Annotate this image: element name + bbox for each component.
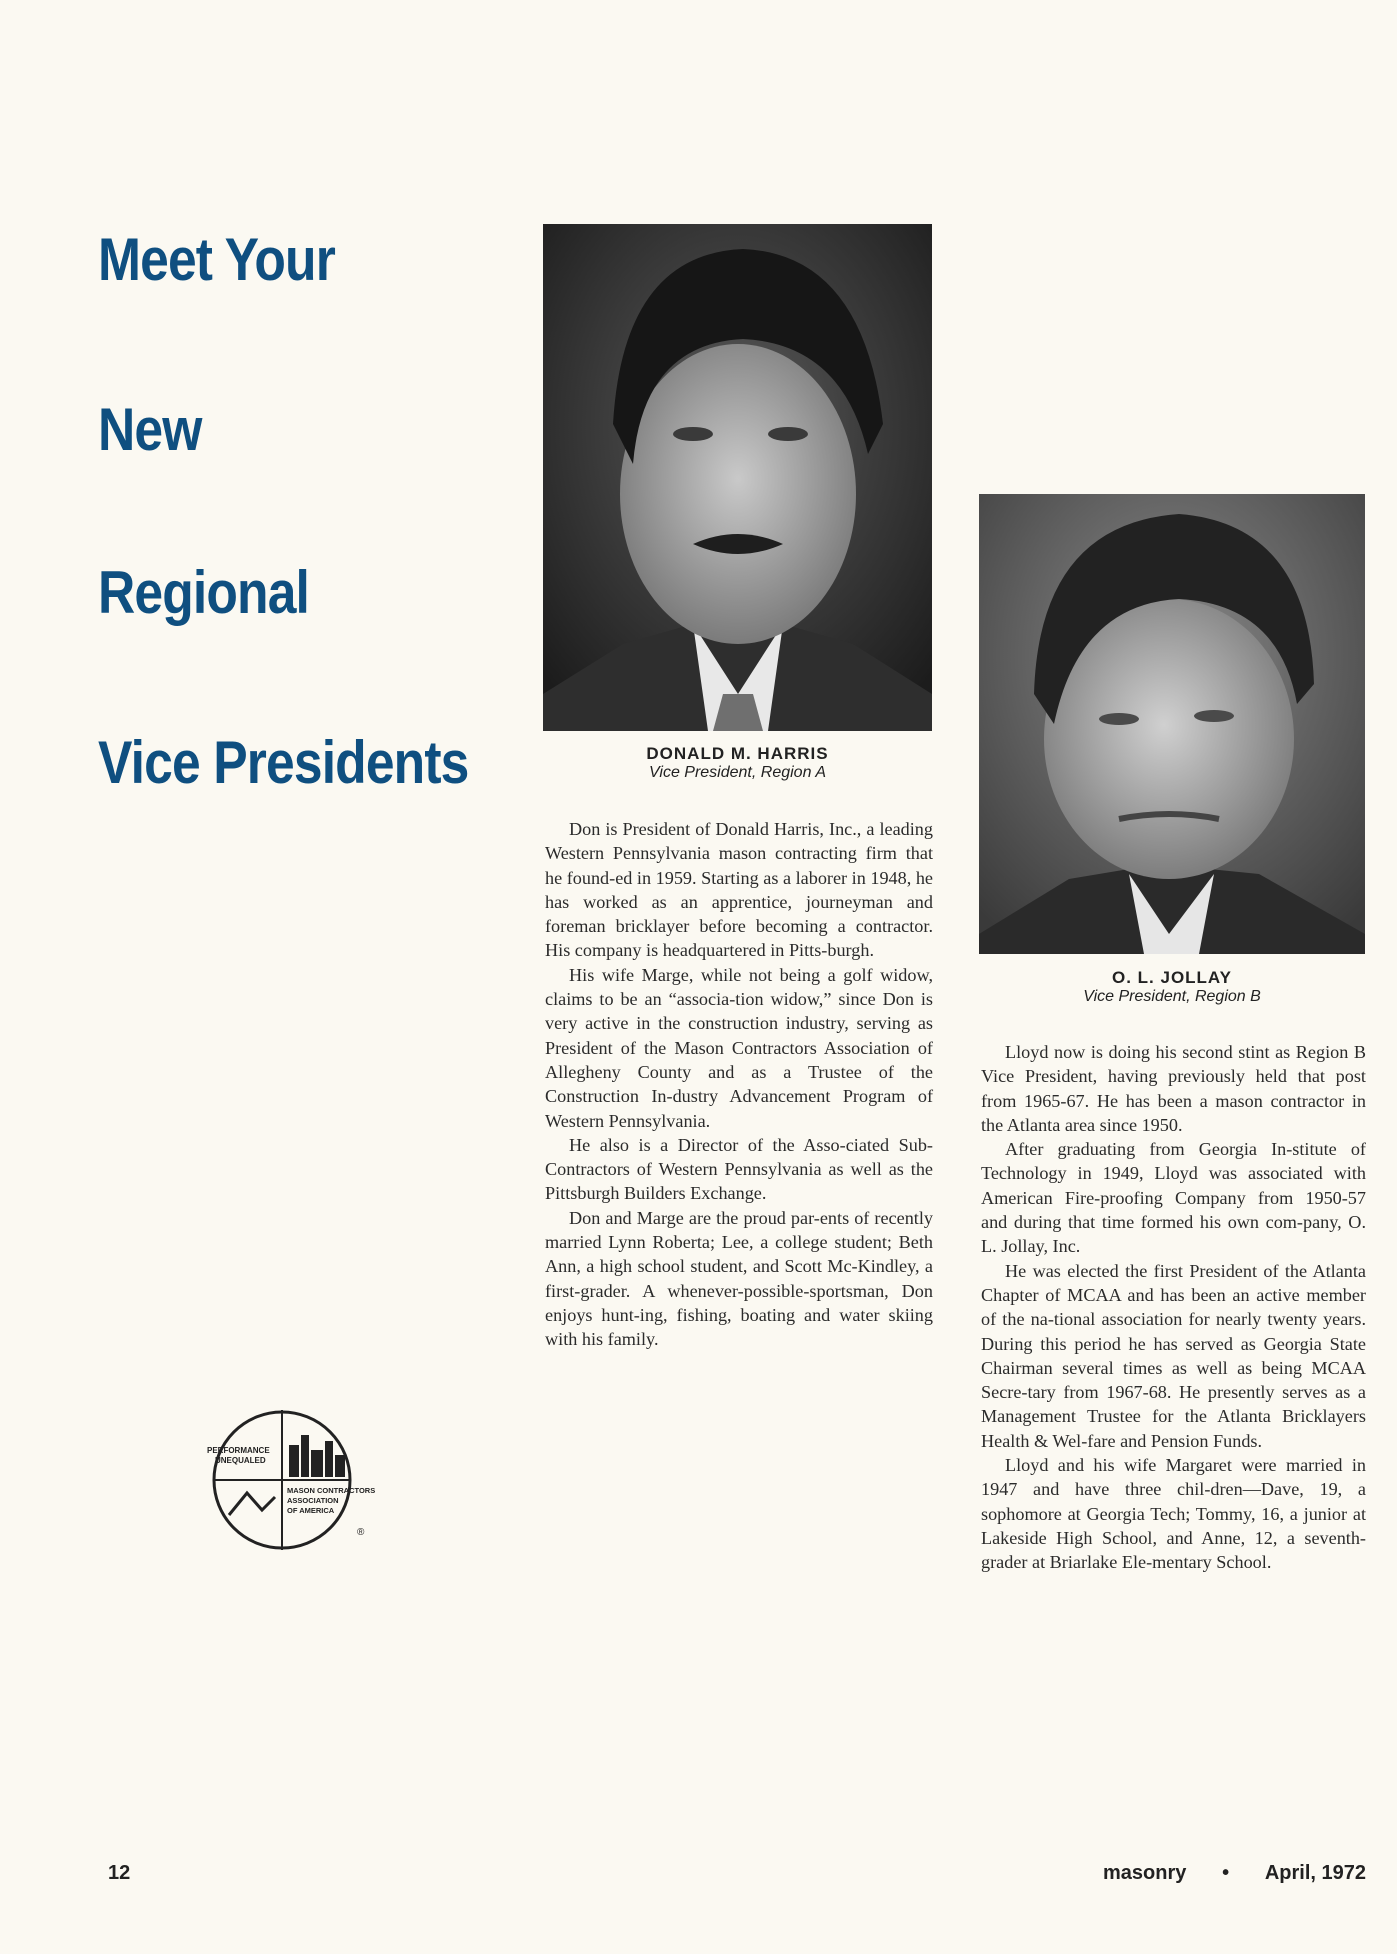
logo-text-association: ASSOCIATION: [287, 1496, 339, 1505]
page-number: 12: [108, 1862, 131, 1884]
article-column-jollay: [981, 1040, 1366, 1575]
running-footer: [1103, 1862, 1366, 1885]
logo-text-mason-contractors: MASON CONTRACTORS: [287, 1486, 376, 1495]
headline-line-1: Meet Your: [98, 226, 335, 293]
issue-date: April, 1972: [1264, 1862, 1366, 1884]
profile-title: Vice President, Region A: [649, 764, 826, 781]
paragraph: He also is a Director of the Asso-ciated Sub-Contractors of Western Pennsylvania as well as the Pittsburgh Builders Exchange.: [545, 1134, 933, 1204]
profile-title: Vice President, Region B: [1083, 988, 1261, 1005]
paragraph: Lloyd now is doing his second stint as Region B Vice President, having previously held that post from 1965-67. He has been a mason contractor in the Atlanta area since 1950.: [981, 1042, 1366, 1135]
paragraph: Don is President of Donald Harris, Inc., a leading Western Pennsylvania mason contracting firm that he found-ed in 1959. Starting as a laborer in 1948, he has worked as an apprentice, journeyman and foreman bricklayer before becoming a contractor. His company is headquartered in Pitts-burgh.: [545, 819, 933, 961]
headline-line-3: Regional: [98, 559, 310, 626]
logo-text-performance: PERFORMANCE: [207, 1446, 270, 1455]
logo-registered-mark: ®: [357, 1527, 365, 1538]
portrait-photo-jollay: [979, 494, 1365, 954]
paragraph: Don and Marge are the proud par-ents of recently married Lynn Roberta; Lee, a college student; Beth Ann, a high school student, and Scott Mc-Kindley, a first-grader. A whenever-possible-sportsman, Don enjoys hunt-ing, fishing, boating and water skiing with his family.: [545, 1207, 933, 1350]
logo-text-unequaled: UNEQUALED: [215, 1456, 266, 1465]
paragraph: He was elected the first President of the Atlanta Chapter of MCAA and has been an active member of the na-tional association for nearly twenty years. During this period he has served as Georgia State Chairman several times as well as being MCAA Secre-tary from 1967-68. He presently serves as a Management Trustee for the Atlanta Bricklayers Health & Wel-fare and Pension Funds.: [981, 1260, 1366, 1451]
paragraph: After graduating from Georgia In-stitute of Technology in 1949, Lloyd was associated with American Fire-proofing Company from 1950-57 and during that time formed his own com-pany, O. L. Jollay, Inc.: [981, 1139, 1366, 1257]
headline-line-2: New: [98, 396, 202, 463]
caption-jollay: [979, 968, 1365, 1006]
caption-harris: [543, 744, 932, 782]
logo-text-of-america: OF AMERICA: [287, 1506, 335, 1515]
profile-name: O. L. JOLLAY: [1111, 968, 1232, 987]
footer-bullet: •: [1222, 1862, 1230, 1884]
portrait-photo-harris: [543, 224, 932, 731]
article-column-harris: [545, 817, 933, 1352]
headline-line-4: Vice Presidents: [98, 729, 469, 796]
mcaa-logo: [207, 1405, 407, 1555]
publication-name: masonry: [1103, 1862, 1187, 1884]
paragraph: His wife Marge, while not being a golf widow, claims to be an “associa-tion widow,” since Don is very active in the construction industry, serving as President of the Mason Contractors Association of Allegheny County and as a Trustee of the Construction In-dustry Advancement Program of Western Pennsylvania.: [545, 964, 933, 1131]
paragraph: Lloyd and his wife Margaret were married in 1947 and have three chil-dren—Dave, 19, a sophomore at Georgia Tech; Tommy, 16, a junior at Lakeside High School, and Anne, 12, a seventh-grader at Briarlake Ele-mentary School.: [981, 1455, 1366, 1573]
profile-name: DONALD M. HARRIS: [646, 744, 829, 763]
